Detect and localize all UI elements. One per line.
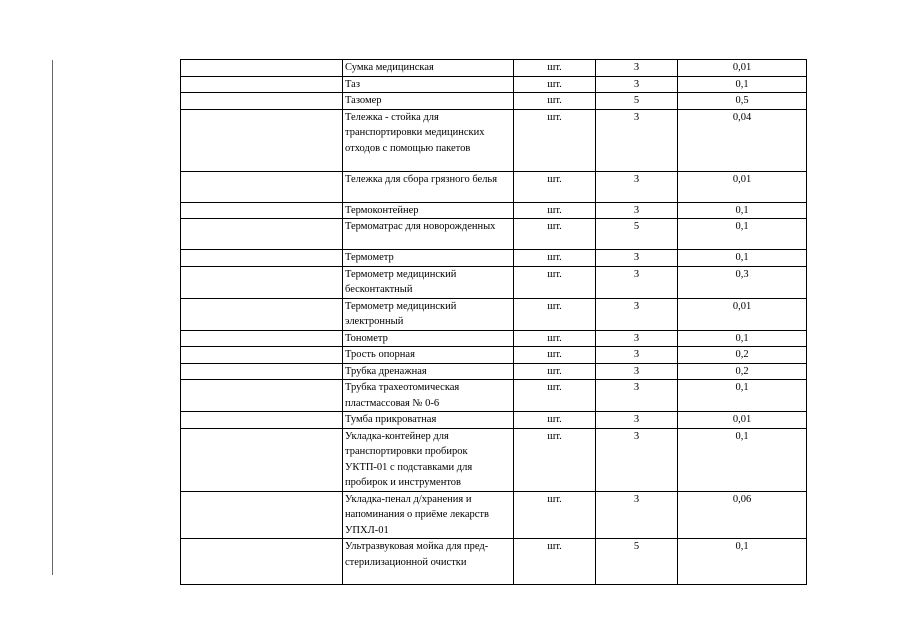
code-cell: [181, 298, 343, 330]
item-name-cell: Ультразвуковая мойка для пред-стерилизационной очистки: [343, 539, 514, 585]
item-name-cell: Термометр: [343, 250, 514, 267]
item-name-cell: Термометр медицинский бесконтактный: [343, 266, 514, 298]
table-row: [181, 330, 807, 347]
table-row: [181, 363, 807, 380]
coefficient-cell: 0,06: [678, 491, 807, 539]
code-cell: [181, 171, 343, 202]
unit-cell: шт.: [514, 202, 596, 219]
item-name-cell: Термоконтейнер: [343, 202, 514, 219]
unit-cell: шт.: [514, 539, 596, 585]
item-name-cell: Тазомер: [343, 93, 514, 110]
unit-cell: шт.: [514, 491, 596, 539]
equipment-table-body: [181, 60, 807, 585]
code-cell: [181, 109, 343, 171]
coefficient-cell: 0,01: [678, 60, 807, 77]
item-name-cell: Трубка дренажная: [343, 363, 514, 380]
unit-cell: шт.: [514, 76, 596, 93]
code-cell: [181, 380, 343, 412]
unit-cell: шт.: [514, 109, 596, 171]
code-cell: [181, 93, 343, 110]
unit-cell: шт.: [514, 93, 596, 110]
code-cell: [181, 330, 343, 347]
coefficient-cell: 0,04: [678, 109, 807, 171]
table-row: [181, 491, 807, 539]
item-name-cell: Трость опорная: [343, 347, 514, 364]
item-name-cell: Трубка трахеотомическая пластмассовая № 0-6: [343, 380, 514, 412]
unit-cell: шт.: [514, 428, 596, 491]
quantity-cell: 5: [596, 219, 678, 250]
code-cell: [181, 491, 343, 539]
table-row: [181, 298, 807, 330]
coefficient-cell: 0,1: [678, 202, 807, 219]
table-row: [181, 219, 807, 250]
item-name-cell: Укладка-контейнер для транспортировки пробирок УКТП-01 с подставками для пробирок и инструментов: [343, 428, 514, 491]
quantity-cell: 5: [596, 93, 678, 110]
table-row: [181, 380, 807, 412]
quantity-cell: 3: [596, 330, 678, 347]
quantity-cell: 5: [596, 539, 678, 585]
table-row: [181, 250, 807, 267]
quantity-cell: 3: [596, 266, 678, 298]
quantity-cell: 3: [596, 380, 678, 412]
item-name-cell: Сумка медицинская: [343, 60, 514, 77]
unit-cell: шт.: [514, 412, 596, 429]
code-cell: [181, 250, 343, 267]
coefficient-cell: 0,1: [678, 219, 807, 250]
code-cell: [181, 363, 343, 380]
quantity-cell: 3: [596, 109, 678, 171]
item-name-cell: Термоматрас для новорожденных: [343, 219, 514, 250]
quantity-cell: 3: [596, 412, 678, 429]
coefficient-cell: 0,1: [678, 76, 807, 93]
coefficient-cell: 0,1: [678, 428, 807, 491]
unit-cell: шт.: [514, 171, 596, 202]
table-row: [181, 60, 807, 77]
coefficient-cell: 0,1: [678, 539, 807, 585]
coefficient-cell: 0,1: [678, 380, 807, 412]
coefficient-cell: 0,2: [678, 347, 807, 364]
quantity-cell: 3: [596, 347, 678, 364]
table-row: [181, 347, 807, 364]
unit-cell: шт.: [514, 347, 596, 364]
table-row: [181, 539, 807, 585]
code-cell: [181, 202, 343, 219]
code-cell: [181, 428, 343, 491]
quantity-cell: 3: [596, 298, 678, 330]
quantity-cell: 3: [596, 60, 678, 77]
table-row: [181, 93, 807, 110]
coefficient-cell: 0,01: [678, 171, 807, 202]
item-name-cell: Термометр медицинский электронный: [343, 298, 514, 330]
equipment-table: [180, 59, 807, 585]
table-row: [181, 412, 807, 429]
quantity-cell: 3: [596, 250, 678, 267]
unit-cell: шт.: [514, 363, 596, 380]
unit-cell: шт.: [514, 380, 596, 412]
quantity-cell: 3: [596, 171, 678, 202]
unit-cell: шт.: [514, 60, 596, 77]
table-row: [181, 266, 807, 298]
code-cell: [181, 412, 343, 429]
code-cell: [181, 539, 343, 585]
coefficient-cell: 0,01: [678, 412, 807, 429]
coefficient-cell: 0,1: [678, 330, 807, 347]
item-name-cell: Таз: [343, 76, 514, 93]
quantity-cell: 3: [596, 428, 678, 491]
unit-cell: шт.: [514, 250, 596, 267]
coefficient-cell: 0,3: [678, 266, 807, 298]
code-cell: [181, 219, 343, 250]
quantity-cell: 3: [596, 76, 678, 93]
unit-cell: шт.: [514, 330, 596, 347]
quantity-cell: 3: [596, 491, 678, 539]
code-cell: [181, 76, 343, 93]
item-name-cell: Укладка-пенал д/хранения и напоминания о приёме лекарств УПХЛ-01: [343, 491, 514, 539]
unit-cell: шт.: [514, 266, 596, 298]
code-cell: [181, 60, 343, 77]
page-margin-line: [52, 60, 53, 575]
code-cell: [181, 266, 343, 298]
table-row: [181, 171, 807, 202]
unit-cell: шт.: [514, 219, 596, 250]
table-row: [181, 109, 807, 171]
quantity-cell: 3: [596, 202, 678, 219]
quantity-cell: 3: [596, 363, 678, 380]
table-row: [181, 202, 807, 219]
item-name-cell: Тележка - стойка для транспортировки медицинских отходов с помощью пакетов: [343, 109, 514, 171]
table-row: [181, 428, 807, 491]
item-name-cell: Тумба прикроватная: [343, 412, 514, 429]
coefficient-cell: 0,01: [678, 298, 807, 330]
coefficient-cell: 0,1: [678, 250, 807, 267]
table-row: [181, 76, 807, 93]
coefficient-cell: 0,2: [678, 363, 807, 380]
code-cell: [181, 347, 343, 364]
item-name-cell: Тележка для сбора грязного белья: [343, 171, 514, 202]
coefficient-cell: 0,5: [678, 93, 807, 110]
item-name-cell: Тонометр: [343, 330, 514, 347]
unit-cell: шт.: [514, 298, 596, 330]
